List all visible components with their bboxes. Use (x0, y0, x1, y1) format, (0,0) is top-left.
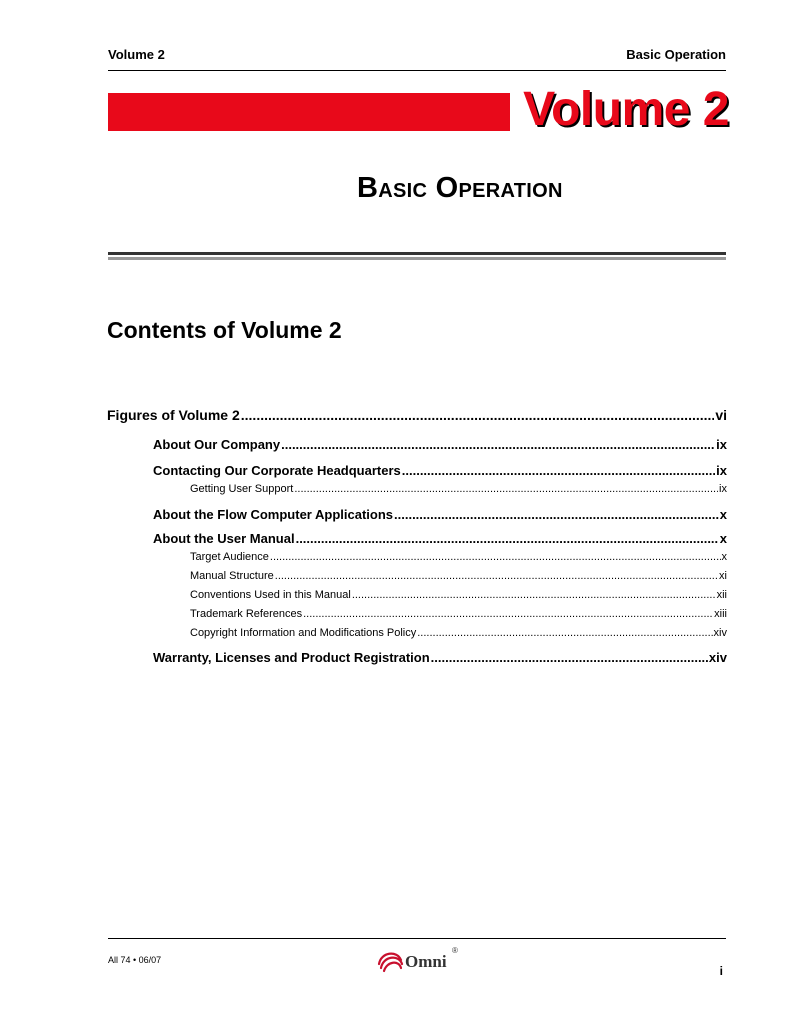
footer-rule (108, 938, 726, 939)
page-number: i (719, 964, 723, 978)
contents-heading: Contents of Volume 2 (107, 317, 342, 343)
toc-page: xiv (708, 650, 727, 665)
logo-text: Omni (405, 952, 447, 971)
chapter-subtitle: Basic Operation (357, 172, 563, 204)
toc-page: xii (716, 589, 727, 601)
toc-label: Figures of Volume 2 (107, 407, 240, 423)
toc-leader (296, 531, 719, 546)
toc-entry[interactable] (190, 551, 727, 563)
toc-page: vi (715, 407, 727, 423)
toc-entry[interactable] (190, 589, 727, 601)
title-red-bar (108, 93, 510, 131)
toc-leader (303, 608, 713, 620)
toc-page: x (719, 507, 727, 522)
toc-label: Conventions Used in this Manual (190, 589, 351, 601)
header-section-label: Basic Operation (626, 47, 726, 62)
toc-entry[interactable] (153, 463, 727, 478)
toc-leader (241, 407, 715, 423)
toc-label: Manual Structure (190, 570, 274, 582)
registered-mark: ® (452, 946, 458, 955)
toc-entry[interactable] (153, 507, 727, 522)
toc-entry[interactable] (153, 437, 727, 452)
toc-entry[interactable] (190, 627, 727, 639)
toc-label: Getting User Support (190, 483, 294, 495)
toc-leader (394, 507, 719, 522)
toc-page: ix (719, 483, 727, 495)
toc-label: Warranty, Licenses and Product Registration (153, 650, 430, 665)
toc-page: x (721, 551, 727, 563)
toc-entry[interactable] (153, 650, 727, 665)
toc-label: Contacting Our Corporate Headquarters (153, 463, 401, 478)
toc-entry[interactable] (190, 570, 727, 582)
toc-label: About Our Company (153, 437, 281, 452)
toc-entry[interactable] (153, 531, 727, 546)
volume-title: Volume 2 (523, 83, 729, 136)
omni-swirl-icon (375, 942, 465, 976)
header-volume-label: Volume 2 (108, 47, 165, 62)
toc-label: About the Flow Computer Applications (153, 507, 394, 522)
toc-page: xi (719, 570, 727, 582)
toc-leader (431, 650, 708, 665)
toc-page: ix (716, 437, 727, 452)
toc-page: xiv (713, 627, 727, 639)
toc-entry[interactable] (190, 483, 727, 495)
toc-leader (281, 437, 715, 452)
toc-label: Trademark References (190, 608, 303, 620)
toc-label: Copyright Information and Modifications Policy (190, 627, 417, 639)
footer-doc-code: All 74 • 06/07 (108, 955, 162, 965)
toc-leader (352, 589, 716, 601)
toc-leader (417, 627, 712, 639)
toc-page: ix (716, 463, 727, 478)
toc-label: Target Audience (190, 551, 269, 563)
toc-page: xiii (714, 608, 727, 620)
toc-entry[interactable] (107, 407, 727, 423)
toc-entry[interactable] (190, 608, 727, 620)
toc-leader (294, 483, 718, 495)
toc-leader (402, 463, 715, 478)
toc-label: About the User Manual (153, 531, 295, 546)
omni-logo (375, 942, 465, 976)
toc-page: x (719, 531, 727, 546)
title-rule-light (108, 257, 726, 260)
toc-leader (275, 570, 718, 582)
title-rule-dark (108, 252, 726, 255)
toc-leader (270, 551, 721, 563)
header-rule (108, 70, 726, 71)
